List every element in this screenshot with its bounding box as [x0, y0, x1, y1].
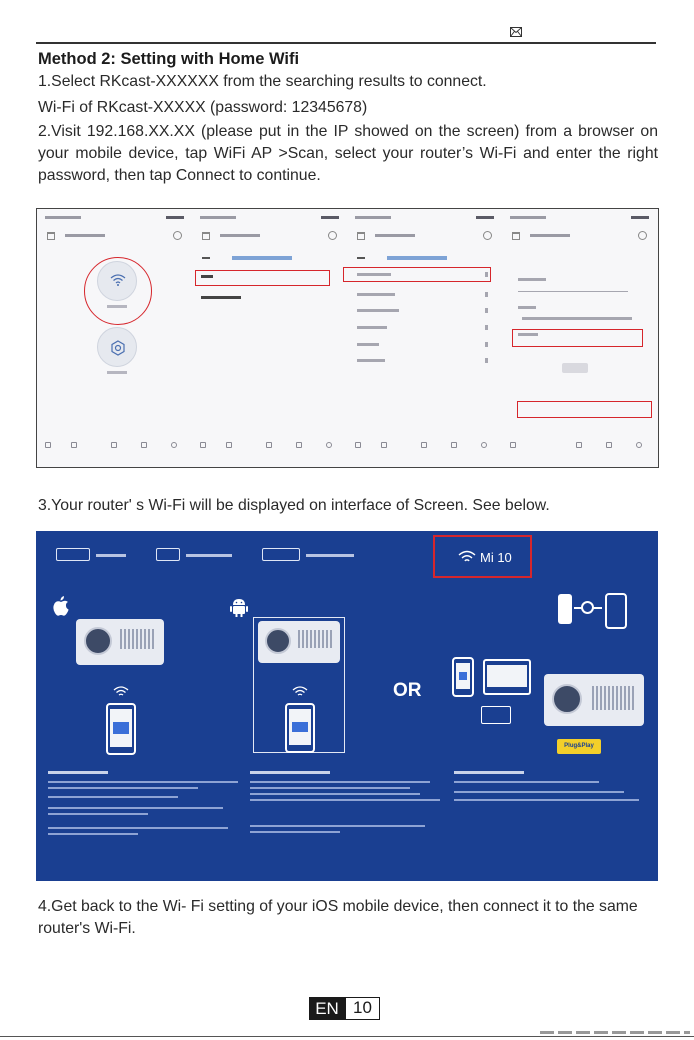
- phone-illustration: [452, 657, 474, 697]
- phone-screenshots: [36, 208, 659, 468]
- wifi-password-text: Wi-Fi of RKcast-XXXXX (password: 12345678): [38, 99, 368, 116]
- phone-screen-scan-results: [347, 209, 502, 467]
- back-arrow-icon: [202, 257, 210, 259]
- tablet-illustration: [483, 659, 531, 695]
- bottom-rule: [0, 1036, 694, 1037]
- wifi-icon: [292, 686, 308, 697]
- phone-illustration: [605, 593, 627, 629]
- scan-highlight: [195, 270, 330, 286]
- home-icon: [512, 232, 520, 240]
- home-icon: [357, 232, 365, 240]
- home-icon: [47, 232, 55, 240]
- wifi-icon: [113, 686, 129, 697]
- reload-icon: [173, 231, 182, 240]
- mail-icon: [510, 27, 522, 37]
- page-number-badge: [309, 997, 380, 1020]
- android-icon: [230, 597, 248, 617]
- phone-illustration: [106, 703, 136, 755]
- cable-illustration: [481, 706, 511, 724]
- reload-icon: [483, 231, 492, 240]
- phone-illustration: [285, 703, 315, 753]
- back-arrow-icon: [357, 257, 365, 259]
- step1-text: 1.Select RKcast-XXXXXX from the searching results to connect.: [38, 73, 487, 90]
- step4-text: 4.Get back to the Wi- Fi setting of your iOS mobile device, then connect it to the same router's Wi-Fi.: [38, 898, 638, 937]
- wifi-icon: [458, 550, 476, 563]
- phone-screen-add-network: [502, 209, 657, 467]
- connect-icon: [581, 601, 594, 614]
- phone-screen-home: [37, 209, 192, 467]
- reload-icon: [638, 231, 647, 240]
- projector-screen-image: [36, 531, 658, 881]
- footer-faint-text: [540, 1031, 690, 1034]
- step3-text: 3.Your router' s Wi-Fi will be displayed on interface of Screen. See below.: [38, 497, 550, 514]
- settings-icon: [110, 340, 126, 356]
- projector-illustration: [76, 619, 164, 665]
- connect-highlight: [517, 401, 652, 418]
- router-wifi-name: Mi 10: [480, 550, 512, 565]
- adapter-illustration: [558, 594, 572, 624]
- password-highlight: [512, 329, 643, 347]
- section-heading: Method 2: Setting with Home Wifi: [38, 50, 300, 68]
- page-number: 10: [345, 997, 380, 1020]
- projector-illustration: [544, 674, 644, 726]
- settings-app-button: [97, 327, 137, 367]
- phone-screen-access-points: [192, 209, 347, 467]
- highlight-circle: [84, 257, 152, 325]
- language-label: EN: [309, 997, 345, 1020]
- home-icon: [202, 232, 210, 240]
- top-rule: [36, 42, 656, 44]
- step2-text: 2.Visit 192.168.XX.XX (please put in the IP showed on the screen) from a browser on your mobile device, tap WiFi AP >Scan, select your router’s Wi-Fi and enter the right password, then tap Connect to continue.: [38, 123, 658, 184]
- apple-icon: [52, 595, 70, 617]
- reload-icon: [328, 231, 337, 240]
- projector-illustration: [258, 621, 340, 663]
- router-wifi-highlight: [433, 535, 532, 578]
- plug-and-play-badge: Plug&Play: [557, 739, 601, 754]
- or-label: OR: [393, 680, 422, 701]
